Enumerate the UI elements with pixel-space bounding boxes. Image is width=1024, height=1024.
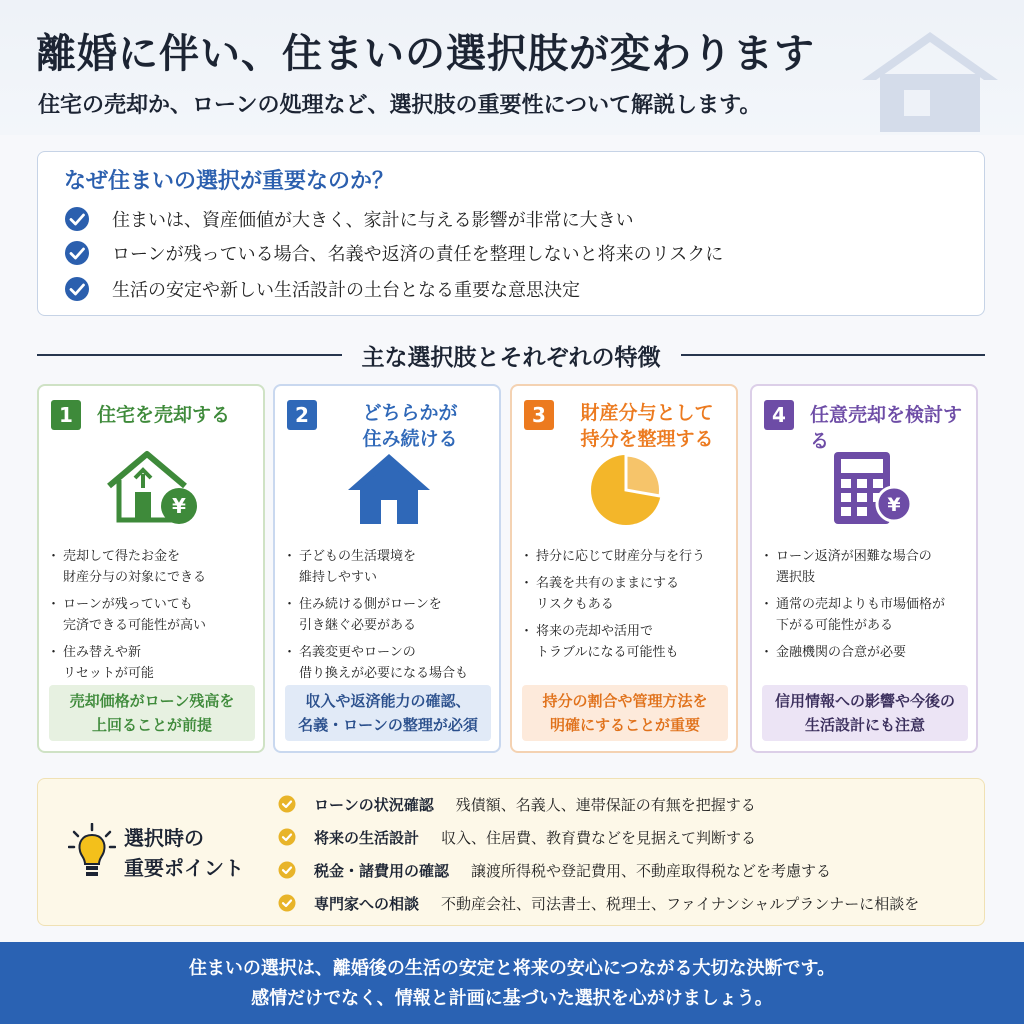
card-bullet: ・ 住み続ける側がローンを 引き継ぐ必要がある (285, 594, 499, 636)
card-title: どちらかが 住み続ける (362, 402, 458, 450)
footer-line: 感情だけでなく、情報と計画に基づいた選択を心がけましょう。 (251, 988, 773, 1009)
option-card-stay (273, 384, 501, 753)
check-circle-icon (64, 206, 90, 232)
card-bullet: ・ 住み替えや新 リセットが可能 (49, 642, 263, 684)
point-label: 専門家への相談 (314, 894, 420, 913)
check-circle-icon (278, 861, 296, 879)
card-number: 1 (51, 400, 81, 430)
card-note: 信用情報への影響や今後の 生活設計にも注意 (762, 685, 968, 741)
house-sell-yen-icon (103, 448, 203, 528)
point-label: ローンの状況確認 (314, 795, 434, 814)
section-heading (37, 340, 985, 370)
check-circle-icon (278, 894, 296, 912)
point-desc: 残債額、名義人、連帯保証の有無を把握する (455, 795, 756, 814)
card-note: 売却価格がローン残高を 上回ることが前提 (49, 685, 255, 741)
point-desc: 収入、住居費、教育費などを見据えて判断する (441, 828, 757, 847)
divider (37, 354, 342, 356)
card-number: 3 (524, 400, 554, 430)
header (0, 0, 1024, 135)
card-bullet: ・ ローンが残っていても 完済できる可能性が高い (49, 594, 263, 636)
option-card-sell (37, 384, 265, 753)
svg-text:¥: ¥ (887, 494, 901, 516)
section-title: 主な選択肢とそれぞれの特徴 (361, 344, 661, 371)
card-bullet: ・ 通常の売却よりも市場価格が 下がる可能性がある (762, 594, 976, 636)
point-item (278, 890, 919, 916)
page-subtitle: 住宅の売却か、ローンの処理など、選択肢の重要性について解説します。 (38, 93, 762, 118)
card-bullet: ・ 将来の売却や活用で トラブルになる可能性も (522, 621, 736, 663)
check-circle-icon (278, 795, 296, 813)
card-bullet: ・ 名義を共有のままにする リスクもある (522, 573, 736, 615)
point-label: 将来の生活設計 (314, 828, 420, 847)
why-important-box (37, 151, 985, 316)
card-bullet: ・ 名義変更やローンの 借り換えが必要になる場合も (285, 642, 499, 684)
card-bullet: ・ 持分に応じて財産分与を行う (522, 546, 736, 567)
card-bullet: ・ 売却して得たお金を 財産分与の対象にできる (49, 546, 263, 588)
card-number: 4 (764, 400, 794, 430)
why-item-text: 住まいは、資産価値が大きく、家計に与える影響が非常に大きい (112, 210, 634, 231)
option-card-voluntary-sale (750, 384, 978, 753)
card-bullet: ・ 金融機関の合意が必要 (762, 642, 976, 663)
card-bullet: ・ 子どもの生活環境を 維持しやすい (285, 546, 499, 588)
why-item (64, 274, 580, 304)
why-title: なぜ住まいの選択が重要なのか？ (64, 169, 395, 194)
card-note: 持分の割合や管理方法を 明確にすることが重要 (522, 685, 728, 741)
option-card-divide (510, 384, 738, 753)
card-title: 財産分与として 持分を整理する (580, 402, 714, 450)
house-watermark-icon (860, 28, 1000, 132)
point-item (278, 857, 831, 883)
card-title: 住宅を売却する (97, 404, 231, 426)
why-item (64, 204, 634, 234)
footer-line: 住まいの選択は、離婚後の生活の安定と将来の安心につながる大切な決断です。 (188, 958, 836, 979)
check-circle-icon (64, 240, 90, 266)
point-desc: 不動産会社、司法書士、税理士、ファイナンシャルプランナーに相談を (441, 894, 920, 913)
page-title: 離婚に伴い、住まいの選択肢が変わります (36, 31, 815, 77)
card-note: 収入や返済能力の確認、 名義・ローンの整理が必須 (285, 685, 491, 741)
check-circle-icon (64, 276, 90, 302)
why-item-text: ローンが残っている場合、名義や返済の責任を整理しないと将来のリスクに (112, 244, 724, 265)
house-icon (344, 448, 434, 528)
points-title: 選択時の 重要ポイント (124, 826, 244, 880)
calculator-yen-icon (816, 448, 916, 528)
point-item (278, 824, 756, 850)
pie-chart-icon (581, 448, 671, 528)
footer-banner (0, 942, 1024, 1024)
card-number: 2 (287, 400, 317, 430)
divider (681, 354, 986, 356)
point-desc: 譲渡所得税や登記費用、不動産取得税などを考慮する (471, 861, 832, 880)
lightbulb-icon (68, 823, 116, 881)
point-item (278, 791, 756, 817)
why-item-text: 生活の安定や新しい生活設計の土台となる重要な意思決定 (112, 280, 580, 301)
why-item (64, 238, 723, 268)
check-circle-icon (278, 828, 296, 846)
important-points-box (37, 778, 985, 926)
svg-text:¥: ¥ (172, 494, 186, 518)
point-label: 税金・諸費用の確認 (314, 861, 450, 880)
card-title: 任意売却を検討する (810, 404, 963, 452)
card-bullet: ・ ローン返済が困難な場合の 選択肢 (762, 546, 976, 588)
